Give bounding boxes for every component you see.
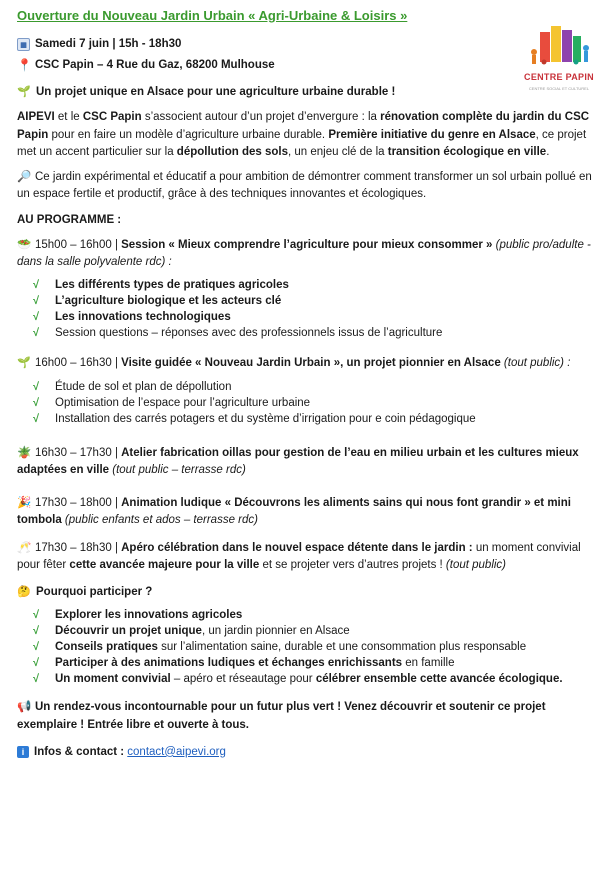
session-1-list bbox=[33, 277, 597, 341]
list-item bbox=[33, 309, 597, 325]
session-text: un moment convivial pour fêter bbox=[17, 541, 581, 571]
intro-text: , ce projet met un accent particulier sur la bbox=[17, 128, 587, 158]
calendar-icon: ▦ bbox=[17, 38, 30, 51]
list-item bbox=[33, 655, 597, 671]
list-item bbox=[33, 379, 597, 395]
party-popper-icon: 🎉 bbox=[17, 497, 32, 509]
intro-renovation: rénovation complète du jardin du CSC Papin bbox=[17, 111, 590, 141]
thinking-person-icon: 🤔 bbox=[17, 586, 31, 599]
why-item-text: sur l’alimentation saine, durable et une consommation plus responsable bbox=[157, 641, 527, 654]
session-2 bbox=[17, 355, 597, 426]
checkmark-icon: √ bbox=[33, 396, 40, 409]
why-item-bold: Conseils pratiques bbox=[55, 641, 158, 654]
checkmark-icon: √ bbox=[33, 380, 40, 393]
logo-graphic bbox=[518, 22, 600, 76]
checkmark-icon: √ bbox=[33, 657, 40, 670]
list-item-text: L’agriculture biologique et les acteurs clé bbox=[55, 295, 282, 308]
seedling-icon: 🌱 bbox=[17, 86, 31, 99]
list-item bbox=[33, 325, 597, 341]
page-title: Ouverture du Nouveau Jardin Urbain « Agri-Urbaine & Loisirs » bbox=[17, 8, 408, 23]
checkmark-icon: √ bbox=[33, 327, 40, 340]
why-item-text: , un jardin pionnier en Alsace bbox=[201, 625, 350, 638]
program-label: AU PROGRAMME : bbox=[17, 213, 122, 226]
list-item bbox=[33, 395, 597, 411]
session-title: Session « Mieux comprendre l’agriculture pour mieux consommer » bbox=[121, 238, 493, 251]
checkmark-icon: √ bbox=[33, 641, 40, 654]
intro-paragraph-2 bbox=[17, 169, 597, 204]
session-2-list bbox=[33, 379, 597, 427]
checkmark-icon: √ bbox=[33, 279, 40, 292]
session-text-bold: cette avancée majeure pour la ville bbox=[69, 558, 260, 571]
intro-text: pour en faire un modèle d’agriculture urbaine durable. bbox=[48, 128, 329, 141]
logo-tagline: CENTRE SOCIAL ET CULTUREL bbox=[528, 86, 590, 91]
megaphone-icon: 📢 bbox=[17, 701, 32, 714]
why-item-text: – apéro et réseautage pour bbox=[170, 673, 316, 686]
why-heading bbox=[17, 584, 597, 601]
why-item-bold: Participer à des animations ludiques et échanges enrichissants bbox=[55, 657, 403, 670]
flowerpot-icon: 🪴 bbox=[17, 446, 32, 459]
contact-label: Infos & contact : bbox=[34, 745, 128, 758]
seedling-icon: 🌱 bbox=[17, 357, 31, 370]
intro-aipevi: AIPEVI bbox=[17, 111, 55, 124]
event-date bbox=[17, 36, 597, 53]
session-1-head bbox=[17, 237, 597, 272]
checkmark-icon: √ bbox=[33, 311, 40, 324]
why-item-bold: Explorer les innovations agricoles bbox=[55, 609, 243, 622]
list-item bbox=[33, 639, 597, 655]
why-label: Pourquoi participer ? bbox=[36, 586, 153, 598]
magnifier-icon: 🔎 bbox=[17, 171, 32, 183]
intro-first: Première initiative du genre en Alsace bbox=[328, 128, 536, 141]
session-note: (public enfants et ados – terrasse rdc) bbox=[61, 514, 258, 527]
session-title: Animation ludique « Découvrons les aliments sains qui nous font grandir » et mini tombola bbox=[17, 497, 571, 527]
list-item-text: Optimisation de l’espace pour l’agriculture urbaine bbox=[55, 396, 311, 409]
session-time: 15h00 – 16h00 | bbox=[35, 238, 122, 251]
headline-text: Un projet unique en Alsace pour une agriculture urbaine durable ! bbox=[36, 86, 396, 98]
session-text: et se projeter vers d’autres projets ! bbox=[259, 558, 443, 571]
why-item-bold: Découvrir un projet unique bbox=[55, 625, 202, 638]
intro-text: , un enjeu clé de la bbox=[287, 145, 388, 158]
event-place-text: CSC Papin – 4 Rue du Gaz, 68200 Mulhouse bbox=[35, 58, 275, 71]
why-item-text: en famille bbox=[402, 657, 455, 670]
session-title: Visite guidée « Nouveau Jardin Urbain », un projet pionnier en Alsace bbox=[121, 357, 501, 370]
why-item-bold: Un moment convivial bbox=[55, 673, 171, 686]
contact bbox=[17, 744, 597, 761]
session-5 bbox=[17, 540, 597, 575]
intro-p2-text: Ce jardin expérimental et éducatif a pour ambition de démontrer comment transformer un sol urbain pollué en un espace fertile et productif, grâce à des techniques innovantes et écologiques. bbox=[17, 171, 592, 201]
list-item bbox=[33, 277, 597, 293]
list-item bbox=[33, 293, 597, 309]
info-icon: i bbox=[17, 746, 29, 758]
headline bbox=[17, 84, 597, 101]
checkmark-icon: √ bbox=[33, 295, 40, 308]
list-item-text: Session questions – réponses avec des professionnels issus de l’agriculture bbox=[55, 327, 443, 340]
intro-depollution: dépollution des sols bbox=[176, 145, 288, 158]
intro-transition: transition écologique en ville bbox=[387, 145, 547, 158]
session-2-head bbox=[17, 355, 597, 372]
list-item-text: Les différents types de pratiques agricoles bbox=[55, 279, 289, 292]
why-item-bold: célébrer ensemble cette avancée écologique bbox=[315, 673, 560, 686]
intro-text: s’associent autour d’un projet d’envergure : la bbox=[141, 111, 381, 124]
list-item bbox=[33, 671, 597, 687]
intro-text: . bbox=[546, 145, 550, 158]
session-3 bbox=[17, 445, 597, 480]
session-note: (tout public – terrasse rdc) bbox=[109, 463, 246, 476]
session-4 bbox=[17, 495, 597, 530]
session-time: 17h30 – 18h30 | bbox=[35, 541, 122, 554]
glasses-toast-icon: 🥂 bbox=[17, 541, 32, 554]
session-time: 17h30 – 18h00 | bbox=[35, 497, 122, 509]
session-time: 16h00 – 16h30 | bbox=[35, 357, 122, 370]
session-title: Apéro célébration dans le nouvel espace détente dans le jardin : bbox=[121, 541, 473, 554]
list-item bbox=[33, 623, 597, 639]
list-item bbox=[33, 607, 597, 623]
event-place bbox=[17, 57, 597, 74]
closing bbox=[17, 699, 597, 734]
intro-text: et le bbox=[54, 111, 83, 124]
salad-bowl-icon: 🥗 bbox=[17, 238, 32, 251]
logo-name: CENTRE PAPIN bbox=[524, 71, 594, 82]
checkmark-icon: √ bbox=[33, 412, 40, 425]
session-note: (tout public) : bbox=[500, 357, 571, 370]
session-1 bbox=[17, 237, 597, 342]
list-item-text: Installation des carrés potagers et du système d’irrigation pour e coin pédagogique bbox=[55, 412, 476, 425]
why-list bbox=[33, 607, 597, 687]
list-item bbox=[33, 411, 597, 427]
session-time: 16h30 – 17h30 | bbox=[35, 446, 122, 459]
session-title: Atelier fabrication oillas pour gestion de l’eau en milieu urbain et les cultures mieux adaptées en ville bbox=[17, 446, 579, 476]
list-item-text: Les innovations technologiques bbox=[55, 311, 231, 324]
intro-paragraph bbox=[17, 109, 597, 161]
session-note: (tout public) bbox=[442, 558, 507, 571]
checkmark-icon: √ bbox=[33, 673, 40, 686]
checkmark-icon: √ bbox=[33, 625, 40, 638]
pushpin-icon: 📍 bbox=[17, 57, 32, 72]
checkmark-icon: √ bbox=[33, 609, 40, 622]
list-item-text: Étude de sol et plan de dépollution bbox=[55, 380, 232, 393]
closing-text: Un rendez-vous incontournable pour un futur plus vert ! Venez découvrir et soutenir ce projet exemplaire ! Entrée libre et ouverte à tous. bbox=[17, 701, 546, 731]
intro-csc: CSC Papin bbox=[82, 111, 142, 124]
contact-email-link[interactable]: contact@aipevi.org bbox=[127, 745, 226, 758]
flyer-page bbox=[17, 6, 597, 761]
centre-papin-logo bbox=[518, 22, 600, 91]
session-note: (public pro/adulte - dans la salle polyvalente rdc) : bbox=[17, 238, 591, 268]
why-item-text: . bbox=[559, 673, 563, 686]
event-date-text: Samedi 7 juin | 15h - 18h30 bbox=[35, 37, 182, 50]
